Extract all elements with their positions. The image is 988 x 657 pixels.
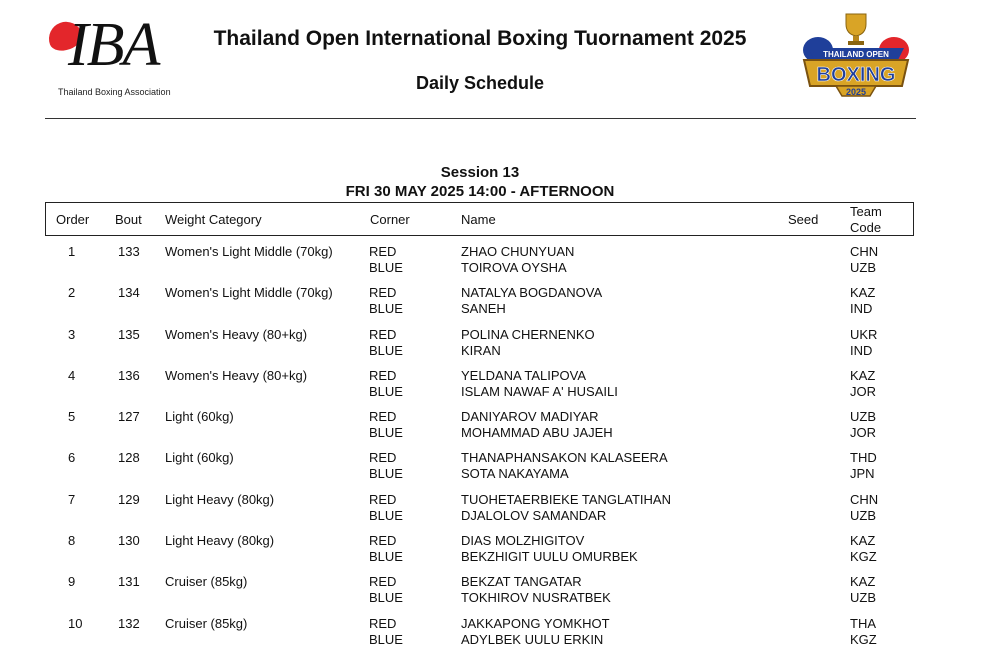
- blue-team-code: JPN: [850, 466, 875, 482]
- bout-number: 130: [118, 533, 140, 549]
- blue-boxer-name: DJALOLOV SAMANDAR: [461, 507, 607, 523]
- red-team-code: KAZ: [850, 574, 876, 590]
- table-row: [0, 368, 988, 409]
- col-team-line1: Team: [850, 204, 882, 219]
- blue-team-code: UZB: [850, 590, 876, 606]
- blue-boxer-name: ISLAM NAWAF A' HUSAILI: [461, 383, 618, 399]
- bout-number: 132: [118, 615, 140, 631]
- blue-boxer-name: ADYLBEK UULU ERKIN: [461, 631, 604, 647]
- blue-corner-label: BLUE: [369, 631, 403, 647]
- blue-boxer-name: SOTA NAKAYAMA: [461, 466, 569, 482]
- boxing-trophy-icon: [796, 10, 916, 102]
- weight-category: Women's Heavy (80+kg): [165, 326, 308, 342]
- bout-order: 3: [68, 326, 76, 342]
- logo-line-3: 2025: [845, 87, 867, 97]
- red-team-code: KAZ: [850, 533, 876, 549]
- blue-boxer-name: MOHAMMAD ABU JAJEH: [461, 425, 613, 441]
- blue-team-code: JOR: [850, 425, 876, 441]
- red-boxer-name: THANAPHANSAKON KALASEERA: [461, 450, 668, 466]
- bout-number: 131: [118, 574, 140, 590]
- blue-team-code: IND: [850, 301, 873, 317]
- page-subtitle: Daily Schedule: [415, 73, 545, 93]
- blue-corner-label: BLUE: [369, 260, 403, 275]
- red-boxer-name: TUOHETAERBIEKE TANGLATIHAN: [461, 491, 671, 507]
- blue-corner-label: BLUE: [369, 383, 403, 399]
- weight-category: Cruiser (85kg): [165, 574, 248, 590]
- red-team-code: THD: [850, 450, 877, 466]
- bout-order: 1: [68, 244, 76, 259]
- red-corner-label: RED: [369, 244, 397, 259]
- table-row: [0, 327, 988, 368]
- red-corner-label: RED: [369, 285, 397, 301]
- weight-category: Women's Light Middle (70kg): [165, 285, 333, 301]
- red-corner-label: RED: [369, 409, 397, 425]
- blue-team-code: KGZ: [850, 549, 877, 565]
- bout-number: 127: [118, 409, 140, 425]
- bout-order: 9: [68, 574, 76, 590]
- red-team-code: THA: [850, 615, 876, 631]
- table-row: [0, 533, 988, 574]
- red-corner-label: RED: [369, 615, 397, 631]
- logo-line-2: BOXING: [816, 64, 896, 86]
- boxing-event-logo: [796, 10, 916, 102]
- bout-order: 2: [68, 285, 76, 301]
- blue-boxer-name: TOKHIROV NUSRATBEK: [461, 590, 611, 606]
- table-row: [0, 616, 988, 657]
- bout-number: 135: [118, 326, 140, 342]
- bout-order: 7: [68, 491, 76, 507]
- col-seed: Seed: [788, 212, 819, 227]
- table-row: [0, 409, 988, 450]
- red-boxer-name: BEKZAT TANGATAR: [461, 574, 582, 590]
- red-boxer-name: POLINA CHERNENKO: [461, 326, 595, 342]
- table-row: [0, 450, 988, 491]
- blue-team-code: JOR: [850, 383, 876, 399]
- bout-number: 136: [118, 367, 140, 383]
- col-team-line2: Code: [850, 220, 882, 235]
- blue-corner-label: BLUE: [369, 466, 403, 482]
- bout-number: 128: [118, 450, 140, 466]
- col-bout: Bout: [115, 212, 142, 227]
- red-boxer-name: NATALYA BOGDANOVA: [461, 285, 603, 301]
- bout-order: 4: [68, 367, 76, 383]
- bout-order: 8: [68, 533, 76, 549]
- col-weight: Weight Category: [165, 212, 262, 227]
- weight-category: Women's Light Middle (70kg): [165, 244, 333, 259]
- red-team-code: CHN: [850, 491, 879, 507]
- logo-caption: Thailand Boxing Association: [58, 87, 171, 97]
- weight-category: Cruiser (85kg): [165, 615, 248, 631]
- blue-corner-label: BLUE: [369, 301, 403, 317]
- col-name: Name: [461, 212, 496, 227]
- bout-order: 10: [68, 615, 83, 631]
- red-team-code: CHN: [850, 244, 879, 259]
- weight-category: Light Heavy (80kg): [165, 491, 275, 507]
- header-divider: [45, 118, 916, 119]
- red-corner-label: RED: [369, 491, 397, 507]
- bout-order: 6: [68, 450, 76, 466]
- blue-team-code: IND: [850, 342, 873, 358]
- blue-boxer-name: BEKZHIGIT UULU OMURBEK: [461, 549, 638, 565]
- blue-corner-label: BLUE: [369, 507, 403, 523]
- table-row: [0, 492, 988, 533]
- table-row: [0, 285, 988, 326]
- blue-corner-label: BLUE: [369, 342, 403, 358]
- red-boxer-name: YELDANA TALIPOVA: [461, 367, 586, 383]
- blue-corner-label: BLUE: [369, 590, 403, 606]
- blue-corner-label: BLUE: [369, 425, 403, 441]
- weight-category: Light Heavy (80kg): [165, 533, 275, 549]
- logo-line-1: THAILAND OPEN: [823, 50, 889, 59]
- bout-number: 129: [118, 491, 140, 507]
- weight-category: Light (60kg): [165, 409, 234, 425]
- red-corner-label: RED: [369, 450, 397, 466]
- bout-list: [0, 244, 988, 657]
- red-corner-label: RED: [369, 326, 397, 342]
- table-row: [0, 244, 988, 285]
- session-title: Session 13: [440, 164, 520, 181]
- red-team-code: KAZ: [850, 285, 876, 301]
- session-datetime: FRI 30 MAY 2025 14:00 - AFTERNOON: [345, 183, 615, 200]
- blue-team-code: UZB: [850, 507, 876, 523]
- blue-boxer-name: SANEH: [461, 301, 506, 317]
- col-corner: Corner: [370, 212, 410, 227]
- red-corner-label: RED: [369, 367, 397, 383]
- bout-number: 134: [118, 285, 140, 301]
- bout-number: 133: [118, 244, 140, 259]
- table-row: [0, 574, 988, 615]
- logo-letters: IBA: [68, 11, 159, 79]
- red-team-code: UZB: [850, 409, 876, 425]
- blue-corner-label: BLUE: [369, 549, 403, 565]
- col-order: Order: [56, 212, 90, 227]
- page-title: Thailand Open International Boxing Tuornament 2025: [213, 27, 747, 50]
- red-boxer-name: DANIYAROV MADIYAR: [461, 409, 599, 425]
- red-corner-label: RED: [369, 574, 397, 590]
- table-header: [45, 202, 914, 236]
- red-team-code: UKR: [850, 326, 878, 342]
- red-boxer-name: DIAS MOLZHIGITOV: [461, 533, 585, 549]
- blue-boxer-name: KIRAN: [461, 342, 501, 358]
- red-corner-label: RED: [369, 533, 397, 549]
- blue-team-code: UZB: [850, 260, 876, 275]
- red-boxer-name: ZHAO CHUNYUAN: [461, 244, 575, 259]
- red-team-code: KAZ: [850, 367, 876, 383]
- red-boxer-name: JAKKAPONG YOMKHOT: [461, 615, 610, 631]
- bout-order: 5: [68, 409, 76, 425]
- blue-boxer-name: TOIROVA OYSHA: [461, 260, 567, 275]
- weight-category: Light (60kg): [165, 450, 234, 466]
- blue-team-code: KGZ: [850, 631, 877, 647]
- weight-category: Women's Heavy (80+kg): [165, 367, 308, 383]
